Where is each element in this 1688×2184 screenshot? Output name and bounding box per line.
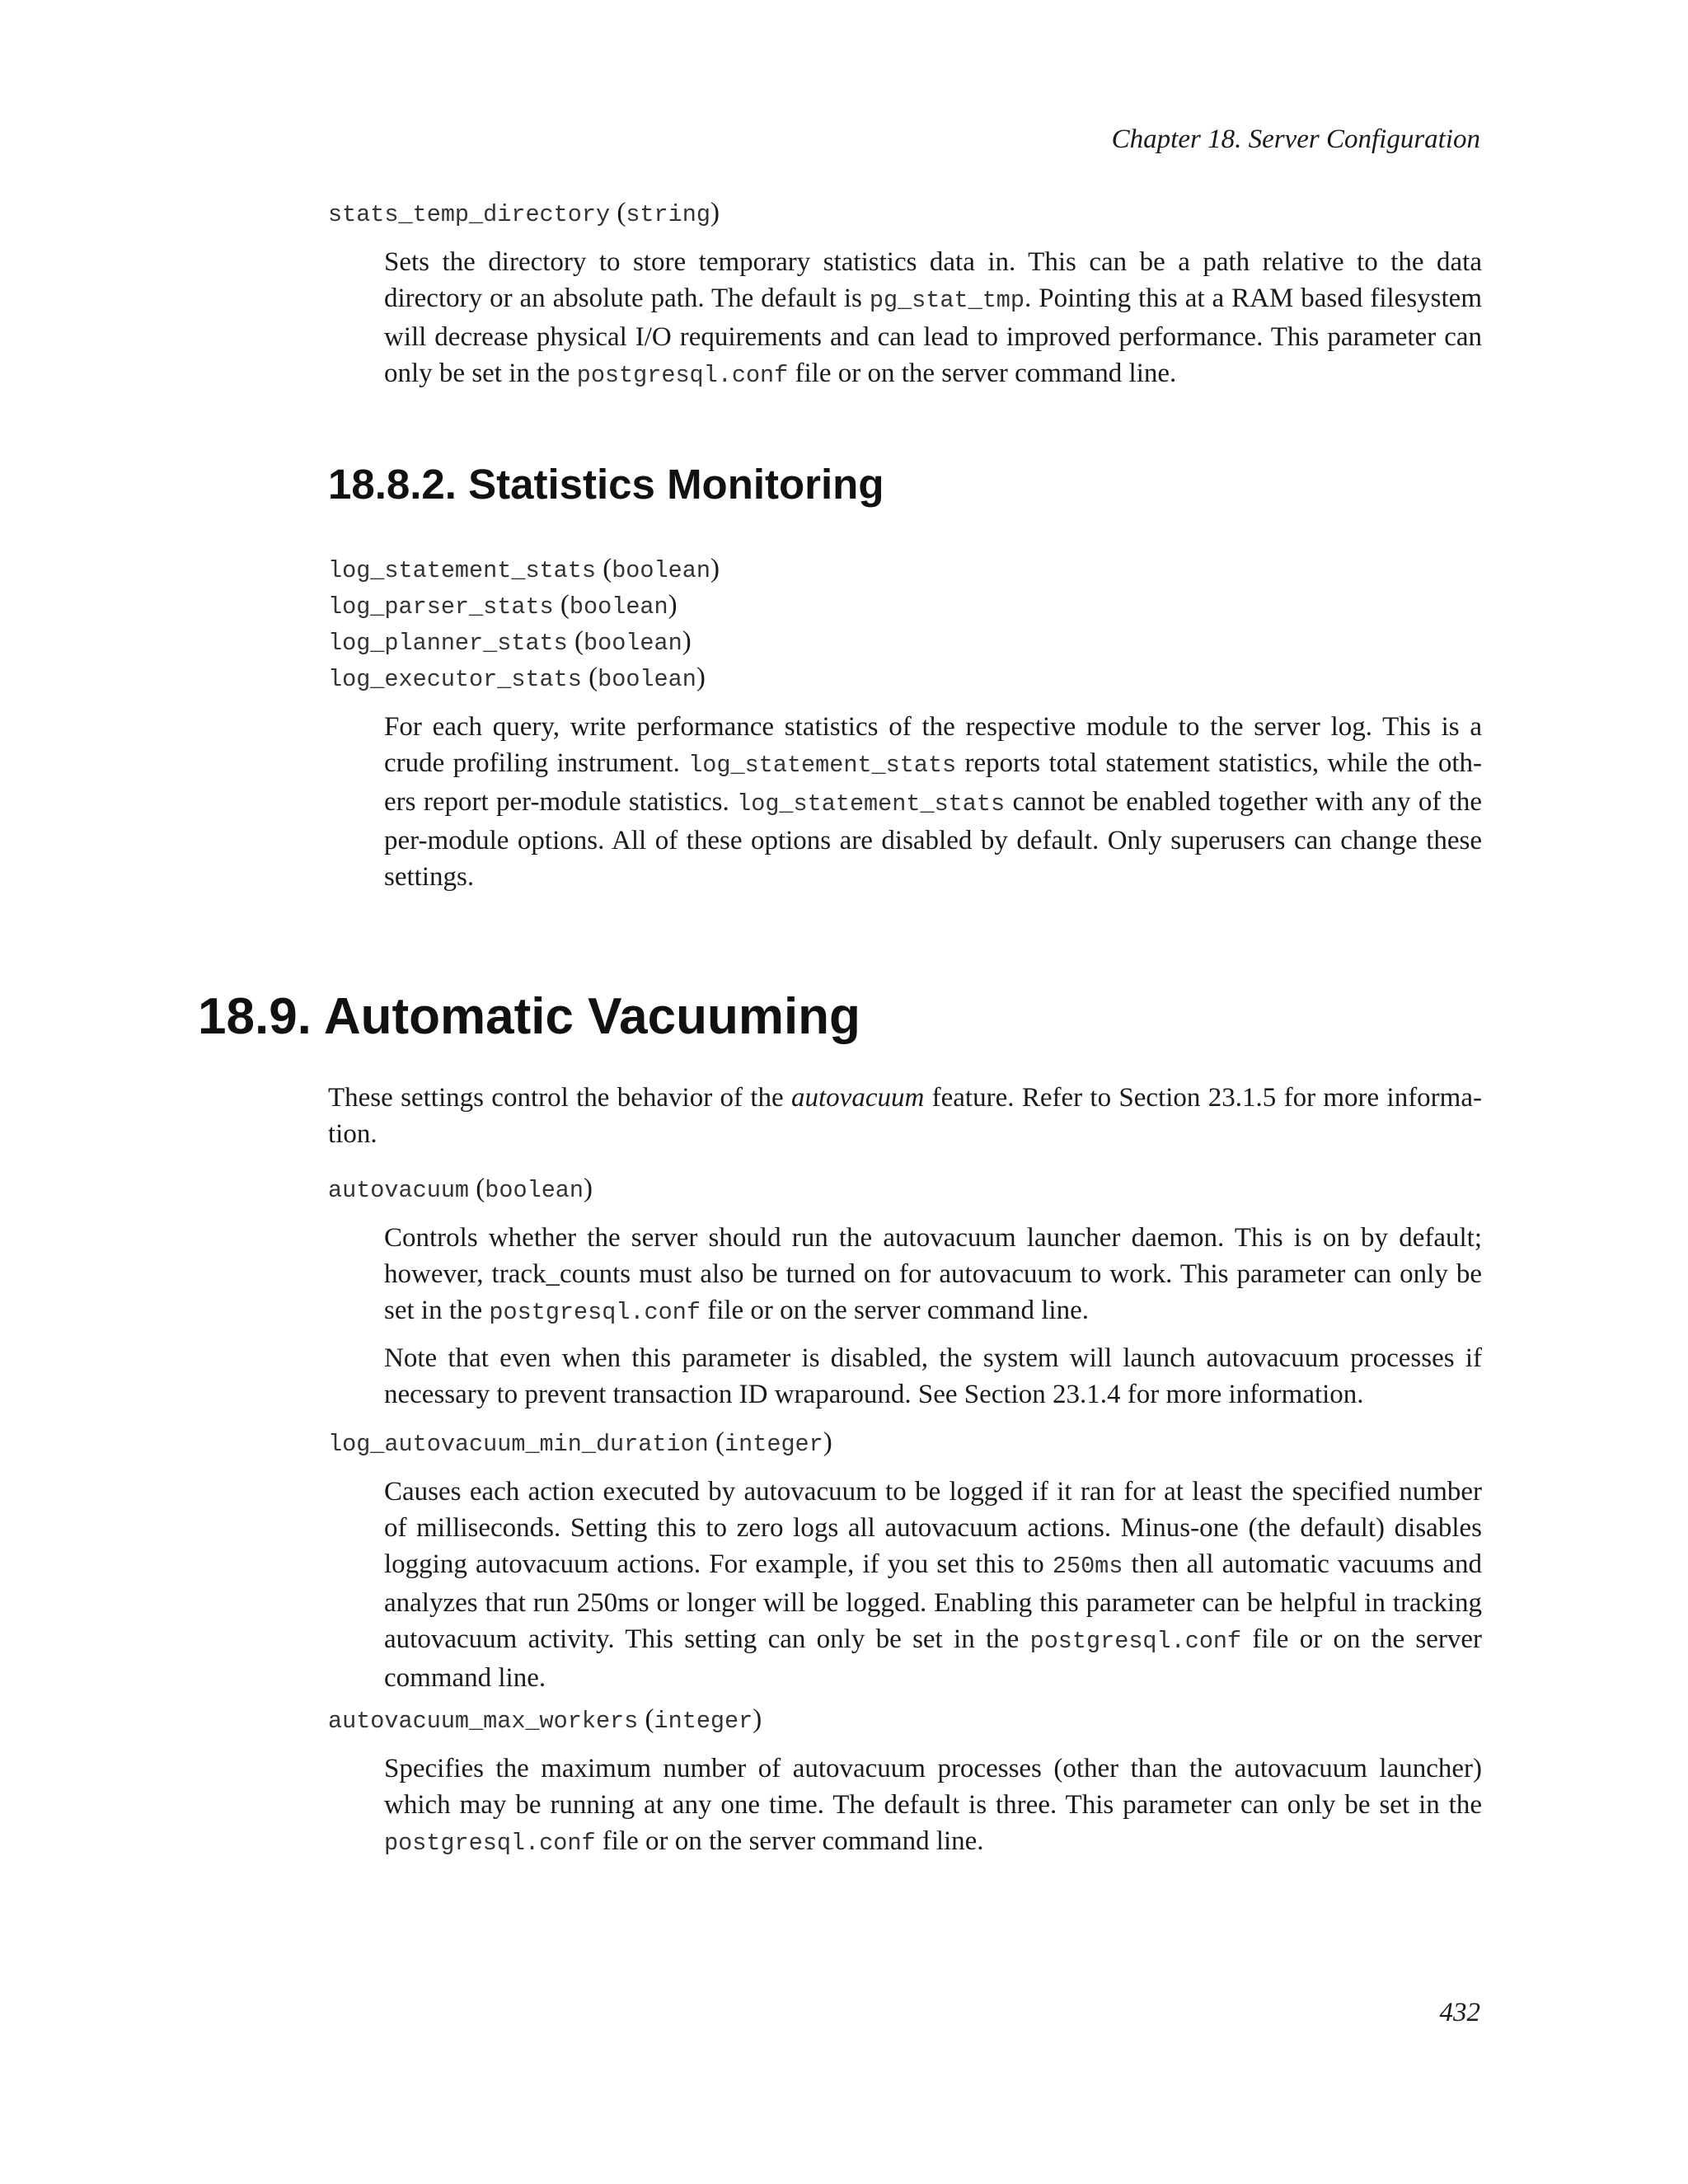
param-type: integer bbox=[724, 1431, 823, 1458]
inline-code: postgresql.conf bbox=[384, 1830, 596, 1857]
param-desc-log-autovacuum-min-duration: Causes each action executed by autovacuum to be logged if it ran for at least the specified number of milliseconds. Setting this to zero logs all autovacuum actions. Minus-one (the default) disables logging autovacuum actions. For example, if you set this to 250ms then all automatic vacuums and analyzes that run 250ms or longer will be logged. Enabling this parameter can be helpful in tracking autovacuum activity. This setting can only be set in the postgresql.conf file or on the server command line. bbox=[384, 1477, 1483, 1693]
param-name: autovacuum bbox=[328, 1177, 470, 1204]
param-term-log-autovacuum-min-duration: log_autovacuum_min_duration (integer) bbox=[328, 1427, 832, 1458]
param-type: boolean bbox=[612, 557, 710, 584]
param-type: integer bbox=[654, 1708, 753, 1735]
param-desc-autovacuum: Controls whether the server should run the autovacuum launcher daemon. This is on by default; however, track_counts must also be turned on for autovacuum to work. This parameter can only be set in the postgresql.conf file or on the server command line. bbox=[384, 1223, 1482, 1326]
param-term-log-planner-stats: log_planner_stats (boolean) bbox=[328, 626, 692, 657]
param-desc-stats-temp-directory: Sets the directory to store temporary statistics data in. This can be a path relative to the data directory or an absolute path. The default is pg_stat_tmp. Pointing this at a RAM based filesystem will decrease physical I/O requirements and can lead to improved performance. This parameter can only be set in the postgresql.conf file or on the server command line. bbox=[384, 247, 1483, 389]
inline-code: postgresql.conf bbox=[576, 362, 789, 389]
param-term-autovacuum: autovacuum (boolean) bbox=[328, 1174, 593, 1204]
param-term-log-statement-stats: log_statement_stats (boolean) bbox=[328, 554, 720, 584]
emphasis: autovacuum bbox=[791, 1083, 925, 1113]
inline-code: log_statement_stats bbox=[737, 790, 1006, 818]
section-heading-18-9: 18.9. Automatic Vacuuming bbox=[198, 988, 860, 1045]
param-type: boolean bbox=[598, 666, 696, 693]
param-term-log-executor-stats: log_executor_stats (boolean) bbox=[328, 663, 706, 693]
param-name: log_executor_stats bbox=[328, 666, 582, 693]
section-heading-18-8-2: 18.8.2. Statistics Monitoring bbox=[328, 461, 884, 508]
param-term-log-parser-stats: log_parser_stats (boolean) bbox=[328, 590, 678, 621]
param-name: stats_temp_directory bbox=[328, 201, 611, 228]
inline-code: postgresql.conf bbox=[1029, 1628, 1242, 1655]
param-name: log_planner_stats bbox=[328, 630, 568, 657]
inline-code: pg_stat_tmp bbox=[869, 287, 1025, 314]
section-intro: These settings control the behavior of the autovacuum feature. Refer to Section 23.1.5 for more information. bbox=[328, 1083, 1482, 1149]
param-note-autovacuum: Note that even when this parameter is disabled, the system will launch autovacuum processes if necessary to prevent transaction ID wraparound. See Section 23.1.4 for more information. bbox=[384, 1343, 1482, 1409]
param-desc-autovacuum-max-workers: Specifies the maximum number of autovacuum processes (other than the autovacuum launcher) which may be running at any one time. The default is three. This parameter can only be set in the postgresql.conf file or on the server command line. bbox=[384, 1754, 1482, 1857]
inline-code: log_statement_stats bbox=[688, 752, 957, 779]
inline-code: 250ms bbox=[1052, 1553, 1123, 1580]
param-desc-statistics-monitoring: For each query, write performance statistics of the respective module to the server log. This is a crude profiling instrument. log_statement_stats reports total statement statistics, while the others report per-module statistics. log_statement_stats cannot be enabled together with any of the per-module options. All of these options are disabled by default. Only superusers can change these settings. bbox=[384, 712, 1482, 892]
param-type: boolean bbox=[485, 1177, 584, 1204]
param-term-stats-temp-directory: stats_temp_directory (string) bbox=[328, 198, 720, 228]
page-number: 432 bbox=[1439, 1998, 1480, 2027]
param-type: boolean bbox=[569, 593, 668, 621]
param-name: autovacuum_max_workers bbox=[328, 1708, 639, 1735]
param-type: boolean bbox=[584, 630, 682, 657]
param-name: log_autovacuum_min_duration bbox=[328, 1431, 709, 1458]
param-term-autovacuum-max-workers: autovacuum_max_workers (integer) bbox=[328, 1704, 762, 1735]
param-name: log_parser_stats bbox=[328, 593, 554, 621]
param-name: log_statement_stats bbox=[328, 557, 596, 584]
param-type: string bbox=[626, 201, 710, 228]
running-header: Chapter 18. Server Configuration bbox=[1111, 124, 1480, 154]
inline-code: postgresql.conf bbox=[489, 1299, 701, 1326]
